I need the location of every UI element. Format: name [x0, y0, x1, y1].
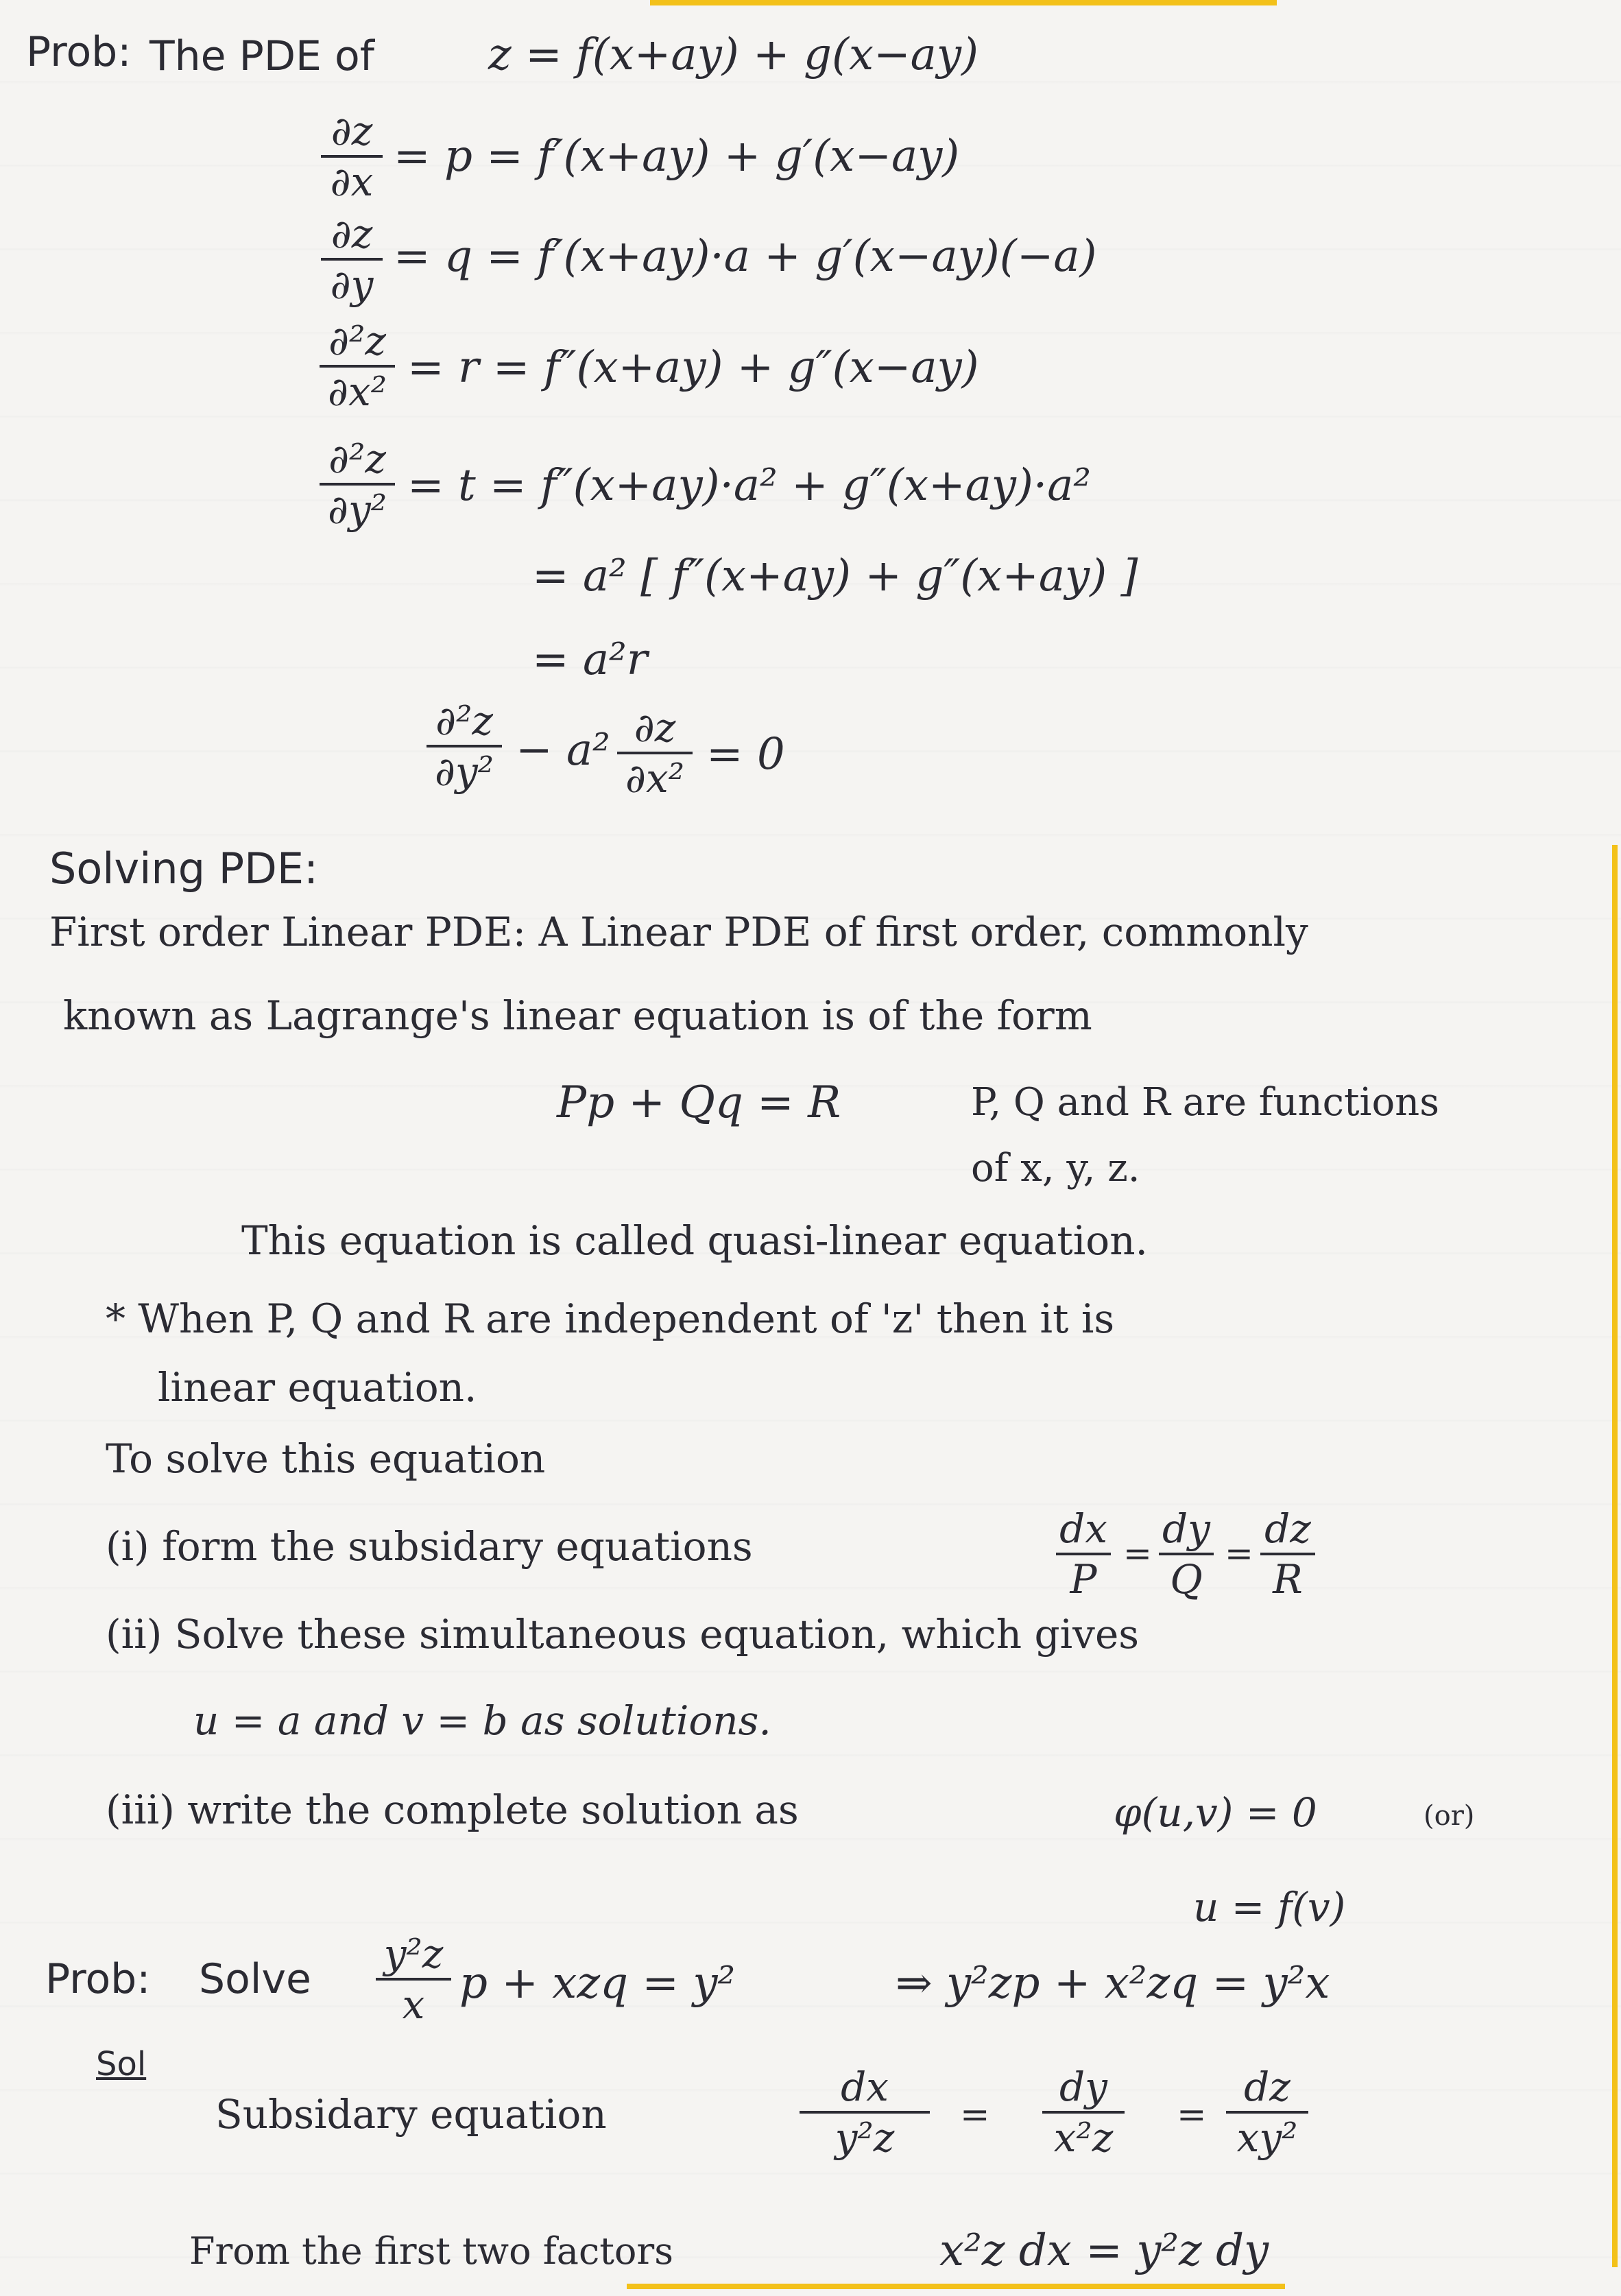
- or-label: (or): [1424, 1800, 1475, 1832]
- denominator: P: [1070, 1556, 1097, 1603]
- numerator: ∂²z: [435, 697, 493, 744]
- fraction-bar: [617, 752, 693, 754]
- wave-equation-rhs: = 0: [706, 729, 785, 780]
- highlight-top-edge: [650, 0, 1277, 5]
- step-1-text: (i) form the subsidary equations: [106, 1523, 753, 1570]
- denominator: ∂y²: [327, 486, 387, 533]
- denominator: ∂x: [330, 158, 374, 205]
- second-derivative-r: = r = f″(x+ay) + g″(x−ay): [407, 342, 979, 393]
- equals-sign: =: [960, 2094, 990, 2136]
- step-2-solutions: u = a and v = b as solutions.: [193, 1697, 771, 1744]
- fraction-bar: [1226, 2111, 1308, 2114]
- highlight-right-edge: [1612, 845, 1618, 2267]
- subsidiary-fraction-dx-P: [1056, 1505, 1111, 1603]
- problem-intro-text: The PDE of: [149, 32, 374, 80]
- problem-2-solve: Solve: [199, 1955, 311, 2003]
- form-note-line2: of x, y, z.: [971, 1146, 1140, 1191]
- highlight-bottom-edge: [627, 2284, 1285, 2289]
- solution-label: Sol: [96, 2045, 147, 2083]
- second-derivative-t: = t = f″(x+ay)·a² + g″(x+ay)·a²: [407, 460, 1092, 511]
- fraction-bar: [427, 745, 502, 748]
- subsidiary-fraction-3: [1226, 2064, 1308, 2161]
- first-derivative-q: = q = f′(x+ay)·a + g′(x−ay)(−a): [394, 231, 1097, 282]
- subsidiary-fraction-1: [800, 2064, 930, 2161]
- fraction-bar: [1056, 1553, 1111, 1555]
- denominator: R: [1273, 1556, 1303, 1603]
- numerator: dz: [1264, 1505, 1311, 1552]
- fraction-dz-dx: [321, 108, 383, 205]
- linear-condition-line2: linear equation.: [158, 1364, 477, 1411]
- numerator: dz: [1244, 2064, 1290, 2110]
- denominator: ∂x²: [328, 368, 387, 415]
- denominator: x²z: [1053, 2114, 1114, 2161]
- first-derivative-p: = p = f′(x+ay) + g′(x−ay): [394, 131, 960, 182]
- subsidiary-fraction-2: [1042, 2064, 1125, 2161]
- fraction-bar: [321, 258, 383, 261]
- fraction-bar: [1042, 2111, 1125, 2114]
- lagrange-definition-line2: known as Lagrange's linear equation is of the form: [63, 992, 1092, 1039]
- equals-sign: =: [1225, 1533, 1253, 1573]
- complete-solution-phi: φ(u,v) = 0: [1114, 1789, 1317, 1836]
- numerator: y²z: [383, 1930, 444, 1977]
- fraction-bar: [1159, 1553, 1214, 1555]
- equals-sign: =: [1123, 1533, 1152, 1573]
- subsidiary-fraction-dy-Q: [1159, 1505, 1214, 1603]
- denominator: ∂y: [330, 261, 374, 308]
- fraction-d2z-dx2-result: [617, 704, 693, 802]
- form-note-line1: P, Q and R are functions: [971, 1080, 1439, 1125]
- t-equals-a2r: = a²r: [532, 634, 648, 685]
- step-3-text: (iii) write the complete solution as: [106, 1786, 799, 1833]
- denominator: y²z: [834, 2114, 895, 2161]
- denominator: ∂x²: [625, 755, 684, 802]
- subsidiary-fraction-dz-R: [1260, 1505, 1315, 1603]
- numerator: dx: [1059, 1505, 1107, 1552]
- first-two-factors-equation: x²z dx = y²z dy: [939, 2225, 1269, 2276]
- fraction-d2z-dy2-result: [427, 697, 502, 795]
- factored-expression: = a² [ f″(x+ay) + g″(x+ay) ]: [532, 551, 1138, 601]
- first-two-factors-text: From the first two factors: [189, 2229, 673, 2273]
- fraction-bar: [1260, 1553, 1315, 1555]
- quasi-linear-statement: This equation is called quasi-linear equation.: [241, 1217, 1148, 1264]
- numerator: dy: [1162, 1505, 1210, 1552]
- fraction-bar: [321, 155, 383, 158]
- denominator: ∂y²: [434, 748, 494, 795]
- numerator: ∂z: [331, 108, 373, 154]
- numerator: dx: [841, 2064, 889, 2110]
- fraction-dz-dy: [321, 211, 383, 308]
- denominator: Q: [1170, 1556, 1203, 1603]
- denominator: xy²: [1236, 2114, 1298, 2161]
- problem-2-label: Prob:: [45, 1955, 151, 2003]
- numerator: dy: [1059, 2064, 1107, 2110]
- problem-2-fraction: [376, 1930, 451, 2028]
- step-2-text: (ii) Solve these simultaneous equation, which gives: [106, 1611, 1140, 1658]
- fraction-bar: [320, 365, 395, 368]
- wave-equation-coefficient: − a²: [516, 725, 610, 776]
- fraction-bar: [800, 2111, 930, 2114]
- subsidiary-equation-label: Subsidary equation: [215, 2091, 607, 2138]
- numerator: ∂z: [331, 211, 373, 257]
- lagrange-definition-line1: First order Linear PDE: A Linear PDE of first order, commonly: [49, 909, 1308, 955]
- fraction-d2z-dy2: [320, 435, 395, 533]
- section-title: Solving PDE:: [49, 844, 318, 894]
- denominator: x: [402, 1981, 425, 2028]
- problem-2-simplified: ⇒ y²zp + x²zq = y²x: [896, 1958, 1330, 2009]
- numerator: ∂z: [634, 704, 676, 751]
- pde-definition: z = f(x+ay) + g(x−ay): [488, 29, 978, 80]
- numerator: ∂²z: [328, 435, 386, 482]
- fraction-bar: [320, 483, 395, 486]
- equals-sign: =: [1177, 2094, 1207, 2136]
- solution-steps-intro: To solve this equation: [106, 1435, 546, 1482]
- complete-solution-alt: u = f(v): [1193, 1884, 1346, 1930]
- problem-label: Prob:: [26, 28, 132, 76]
- problem-2-equation: p + xzq = y²: [459, 1958, 736, 2009]
- lagrange-form-equation: Pp + Qq = R: [557, 1077, 841, 1128]
- linear-condition-line1: * When P, Q and R are independent of 'z' then it is: [106, 1295, 1115, 1342]
- fraction-d2z-dx2: [320, 318, 395, 415]
- fraction-bar: [376, 1978, 451, 1981]
- numerator: ∂²z: [328, 318, 386, 364]
